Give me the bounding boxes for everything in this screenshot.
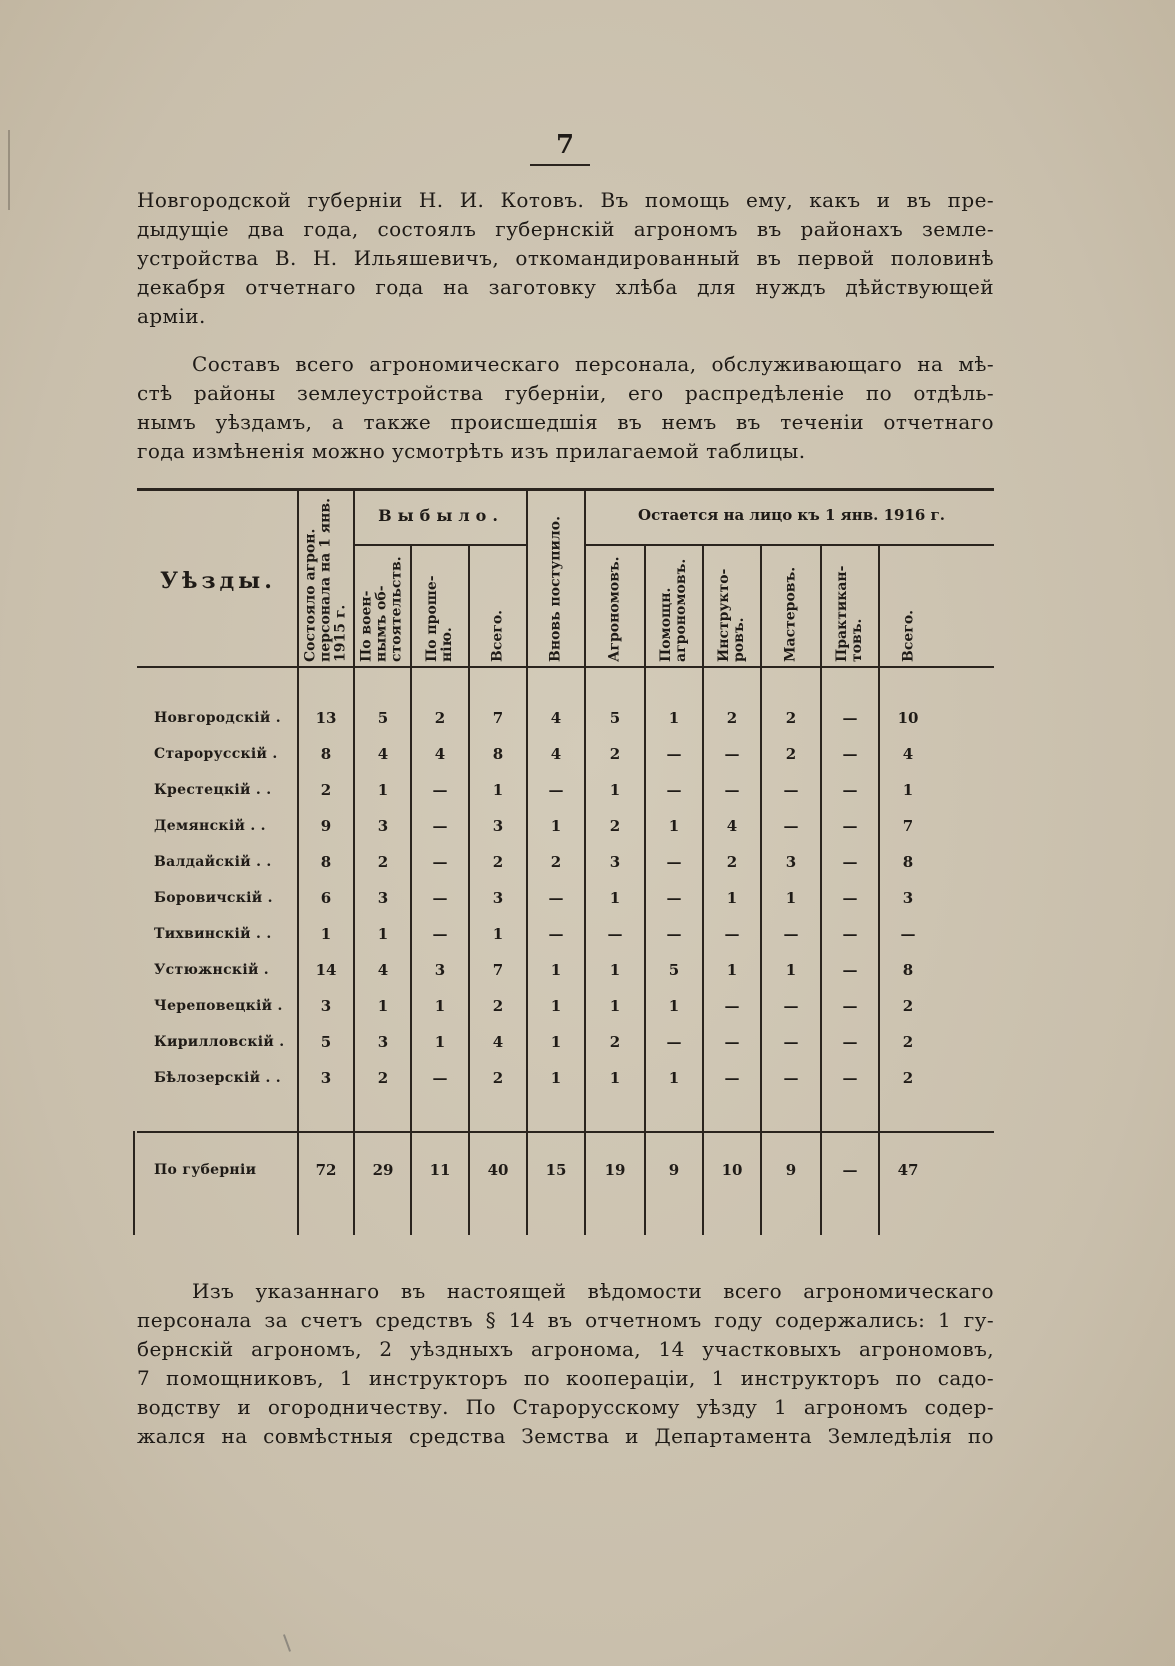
table-cell: 2 xyxy=(902,1069,914,1087)
table-cell: — xyxy=(666,889,682,907)
table-cell: 1 xyxy=(609,961,621,979)
header-vnov: Вновь поступило. xyxy=(547,516,564,662)
table-cell: 8 xyxy=(320,745,332,763)
table-cell: 2 xyxy=(609,1033,621,1051)
table-cell: 1 xyxy=(377,997,389,1015)
table-cell: 3 xyxy=(434,961,446,979)
uezd-name: Тихвинскій . . xyxy=(154,926,272,942)
table-cell: 4 xyxy=(902,745,914,763)
uezd-name: Кирилловскій . xyxy=(154,1034,285,1050)
table-cell: — xyxy=(783,925,799,943)
uezd-name: Боровичскій . xyxy=(154,890,273,906)
page-number-underline xyxy=(530,164,590,166)
header-ostaetsya-group: Остается на лицо къ 1 янв. 1916 г. xyxy=(638,506,945,524)
table-cell: 2 xyxy=(726,853,738,871)
table-cell: 1 xyxy=(609,889,621,907)
table-top-rule xyxy=(137,488,994,491)
table-cell: — xyxy=(783,781,799,799)
table-cell: 1 xyxy=(320,925,332,943)
table-total-row xyxy=(137,1151,994,1189)
header-praktikantov: Практикан-товъ. xyxy=(834,565,865,662)
text-line: арміи. xyxy=(137,304,206,328)
text-line: 7 помощниковъ, 1 инструкторъ по коопераціи, 1 инструкторъ по садо- xyxy=(137,1366,994,1390)
table-cell: 1 xyxy=(492,925,504,943)
table-cell: 10 xyxy=(721,1161,743,1179)
table-cell: — xyxy=(783,1033,799,1051)
table-cell: — xyxy=(842,1069,858,1087)
table-cell: 1 xyxy=(377,925,389,943)
table-cell: 3 xyxy=(377,817,389,835)
text-line: жался на совмѣстныя средства Земства и Департамента Земледѣлія по xyxy=(137,1424,994,1448)
table-cell: 4 xyxy=(492,1033,504,1051)
table-cell: 1 xyxy=(726,889,738,907)
table-cell: 72 xyxy=(315,1161,337,1179)
table-left-rule xyxy=(133,1131,135,1235)
table-cell: 9 xyxy=(320,817,332,835)
table-row xyxy=(137,951,994,989)
header-bottom-rule xyxy=(137,666,994,668)
table-cell: — xyxy=(548,925,564,943)
table-row xyxy=(137,735,994,773)
table-cell: 1 xyxy=(550,997,562,1015)
table-cell: 2 xyxy=(377,1069,389,1087)
table-row xyxy=(137,771,994,809)
table-cell: 1 xyxy=(902,781,914,799)
table-cell: 10 xyxy=(897,709,919,727)
page-number: 7 xyxy=(555,130,575,160)
uezd-name: Демянскій . . xyxy=(154,818,266,834)
table-cell: 1 xyxy=(785,961,797,979)
header-po-proshen: По проше-нію. xyxy=(424,575,455,662)
paragraph-1 xyxy=(137,186,994,331)
table-cell: 4 xyxy=(377,745,389,763)
uezd-name: Валдайскій . . xyxy=(154,854,272,870)
table-cell: 7 xyxy=(492,961,504,979)
table-cell: 1 xyxy=(609,781,621,799)
table-cell: 5 xyxy=(320,1033,332,1051)
table-cell: — xyxy=(842,1161,858,1179)
table-cell: 3 xyxy=(902,889,914,907)
table-cell: — xyxy=(724,1033,740,1051)
vybylo-underline xyxy=(355,544,527,546)
header-uezdy: Уѣзды. xyxy=(160,568,276,594)
uezd-name: Новгородскій . xyxy=(154,710,281,726)
table-row xyxy=(137,915,994,953)
uezd-name: Череповецкій . xyxy=(154,998,283,1014)
table-cell: 3 xyxy=(377,889,389,907)
uezd-name: Старорусскій . xyxy=(154,746,278,762)
table-cell: 4 xyxy=(434,745,446,763)
table-cell: — xyxy=(666,745,682,763)
table-cell: 1 xyxy=(785,889,797,907)
table-cell: — xyxy=(548,889,564,907)
table-cell: 2 xyxy=(550,853,562,871)
table-cell: — xyxy=(666,781,682,799)
table-cell: — xyxy=(783,997,799,1015)
uezd-name: Устюжнскій . xyxy=(154,962,269,978)
table-cell: — xyxy=(724,925,740,943)
table-cell: 1 xyxy=(609,997,621,1015)
scan-mark xyxy=(283,1634,291,1652)
table-cell: — xyxy=(666,1033,682,1051)
table-cell: — xyxy=(666,925,682,943)
table-cell: 2 xyxy=(434,709,446,727)
table-row xyxy=(137,1059,994,1097)
header-instruktorov: Инструкто-ровъ. xyxy=(716,568,747,662)
table-cell: 1 xyxy=(492,781,504,799)
table-cell: — xyxy=(842,1033,858,1051)
table-row xyxy=(137,807,994,845)
table-row xyxy=(137,879,994,917)
table-cell: 1 xyxy=(550,961,562,979)
table-cell: 8 xyxy=(902,961,914,979)
table-cell: 1 xyxy=(434,1033,446,1051)
table-cell: 11 xyxy=(429,1161,451,1179)
table-cell: — xyxy=(783,1069,799,1087)
table-cell: — xyxy=(842,817,858,835)
table-cell: 2 xyxy=(492,997,504,1015)
table-cell: 40 xyxy=(487,1161,509,1179)
text-line: Изъ указаннаго въ настоящей вѣдомости всего агрономическаго xyxy=(192,1279,994,1303)
text-line: водству и огородничеству. По Старорусскому уѣзду 1 агрономъ содер- xyxy=(137,1395,994,1419)
text-line: устройства В. Н. Ильяшевичъ, откомандированный въ первой половинѣ xyxy=(137,246,994,270)
text-line: декабря отчетнаго года на заготовку хлѣба для нуждъ дѣйствующей xyxy=(137,275,994,299)
table-cell: 2 xyxy=(320,781,332,799)
table-cell: — xyxy=(842,997,858,1015)
table-cell: 7 xyxy=(492,709,504,727)
table-cell: 8 xyxy=(320,853,332,871)
paragraph-2 xyxy=(137,350,994,466)
table-cell: 1 xyxy=(668,817,680,835)
table-cell: — xyxy=(432,853,448,871)
table-cell: 1 xyxy=(609,1069,621,1087)
table-cell: — xyxy=(724,781,740,799)
table-cell: 2 xyxy=(902,1033,914,1051)
staff-table xyxy=(137,488,994,1235)
scan-edge-mark xyxy=(8,130,10,210)
table-cell: 9 xyxy=(668,1161,680,1179)
table-cell: 2 xyxy=(492,1069,504,1087)
table-cell: 3 xyxy=(492,817,504,835)
table-cell: 1 xyxy=(434,997,446,1015)
table-cell: 7 xyxy=(902,817,914,835)
header-vsego-vybylo: Всего. xyxy=(489,609,506,662)
table-cell: 3 xyxy=(320,997,332,1015)
table-row xyxy=(137,843,994,881)
table-cell: 5 xyxy=(377,709,389,727)
table-cell: 3 xyxy=(377,1033,389,1051)
table-cell: — xyxy=(842,925,858,943)
text-line: нымъ уѣздамъ, а также происшедшія въ немъ въ теченіи отчетнаго xyxy=(137,410,994,434)
table-cell: 1 xyxy=(550,817,562,835)
ostaetsya-underline xyxy=(585,544,994,546)
table-cell: 2 xyxy=(377,853,389,871)
table-cell: 4 xyxy=(726,817,738,835)
table-cell: 47 xyxy=(897,1161,919,1179)
table-cell: — xyxy=(607,925,623,943)
table-cell: 1 xyxy=(668,709,680,727)
table-cell: 6 xyxy=(320,889,332,907)
header-masterov: Мастеровъ. xyxy=(782,566,799,662)
table-cell: 4 xyxy=(377,961,389,979)
text-line: дыдущіе два года, состоялъ губернскій агрономъ въ районахъ земле- xyxy=(137,217,994,241)
header-vsego-ostaetsya: Всего. xyxy=(900,609,917,662)
table-cell: 3 xyxy=(492,889,504,907)
table-cell: — xyxy=(724,997,740,1015)
table-row xyxy=(137,699,994,737)
table-cell: 1 xyxy=(550,1069,562,1087)
table-row xyxy=(137,987,994,1025)
table-cell: — xyxy=(842,709,858,727)
table-cell: — xyxy=(432,817,448,835)
table-cell: 5 xyxy=(668,961,680,979)
table-cell: 2 xyxy=(609,745,621,763)
table-cell: 1 xyxy=(550,1033,562,1051)
table-cell: — xyxy=(432,925,448,943)
header-pomoshch: Помощн. агрономовъ. xyxy=(658,558,689,662)
uezd-name: По губерніи xyxy=(154,1162,257,1178)
table-cell: — xyxy=(842,853,858,871)
text-line: стѣ районы землеустройства губерніи, его распредѣленіе по отдѣль- xyxy=(137,381,994,405)
table-cell: 2 xyxy=(609,817,621,835)
table-cell: — xyxy=(666,853,682,871)
table-cell: 4 xyxy=(550,709,562,727)
table-cell: 8 xyxy=(902,853,914,871)
text-line: персонала за счетъ средствъ § 14 въ отчетномъ году содержались: 1 гу- xyxy=(137,1308,994,1332)
table-cell: 2 xyxy=(785,709,797,727)
table-cell: 2 xyxy=(726,709,738,727)
paragraph-3 xyxy=(137,1277,994,1451)
table-cell: — xyxy=(842,889,858,907)
table-cell: — xyxy=(724,745,740,763)
table-cell: — xyxy=(432,1069,448,1087)
table-cell: 4 xyxy=(550,745,562,763)
table-cell: 2 xyxy=(785,745,797,763)
table-cell: 3 xyxy=(609,853,621,871)
header-sostoyalo: Состояло агрон. персонала на 1 янв. 1915 г. xyxy=(302,498,349,662)
uezd-name: Крестецкій . . xyxy=(154,782,272,798)
text-line: бернскій агрономъ, 2 уѣздныхъ агронома, 14 участковыхъ агрономовъ, xyxy=(137,1337,994,1361)
uezd-name: Бѣлозерскій . . xyxy=(154,1070,281,1086)
table-cell: 8 xyxy=(492,745,504,763)
table-cell: 19 xyxy=(604,1161,626,1179)
table-cell: — xyxy=(432,781,448,799)
table-cell: — xyxy=(842,961,858,979)
table-cell: — xyxy=(842,745,858,763)
table-cell: — xyxy=(724,1069,740,1087)
table-cell: — xyxy=(783,817,799,835)
table-cell: 1 xyxy=(377,781,389,799)
header-vybylo-group: Выбыло. xyxy=(378,506,504,525)
table-cell: 1 xyxy=(726,961,738,979)
table-cell: 2 xyxy=(492,853,504,871)
table-cell: — xyxy=(842,781,858,799)
table-cell: — xyxy=(432,889,448,907)
text-line: года измѣненія можно усмотрѣть изъ прилагаемой таблицы. xyxy=(137,439,806,463)
table-cell: 1 xyxy=(668,1069,680,1087)
table-cell: 15 xyxy=(545,1161,567,1179)
table-row xyxy=(137,1023,994,1061)
header-po-voen: По воен-нымъ об-стоятельств. xyxy=(358,556,405,662)
table-cell: 3 xyxy=(785,853,797,871)
table-cell: 5 xyxy=(609,709,621,727)
table-cell: — xyxy=(548,781,564,799)
table-cell: 14 xyxy=(315,961,337,979)
header-agronomov: Агрономовъ. xyxy=(606,556,623,662)
table-cell: 13 xyxy=(315,709,337,727)
total-separator-rule xyxy=(137,1131,994,1133)
table-cell: — xyxy=(900,925,916,943)
table-cell: 2 xyxy=(902,997,914,1015)
table-cell: 29 xyxy=(372,1161,394,1179)
table-cell: 9 xyxy=(785,1161,797,1179)
text-line: Составъ всего агрономическаго персонала, обслуживающаго на мѣ- xyxy=(192,352,994,376)
table-cell: 1 xyxy=(668,997,680,1015)
text-line: Новгородской губерніи Н. И. Котовъ. Въ помощь ему, какъ и въ пре- xyxy=(137,188,994,212)
table-cell: 3 xyxy=(320,1069,332,1087)
